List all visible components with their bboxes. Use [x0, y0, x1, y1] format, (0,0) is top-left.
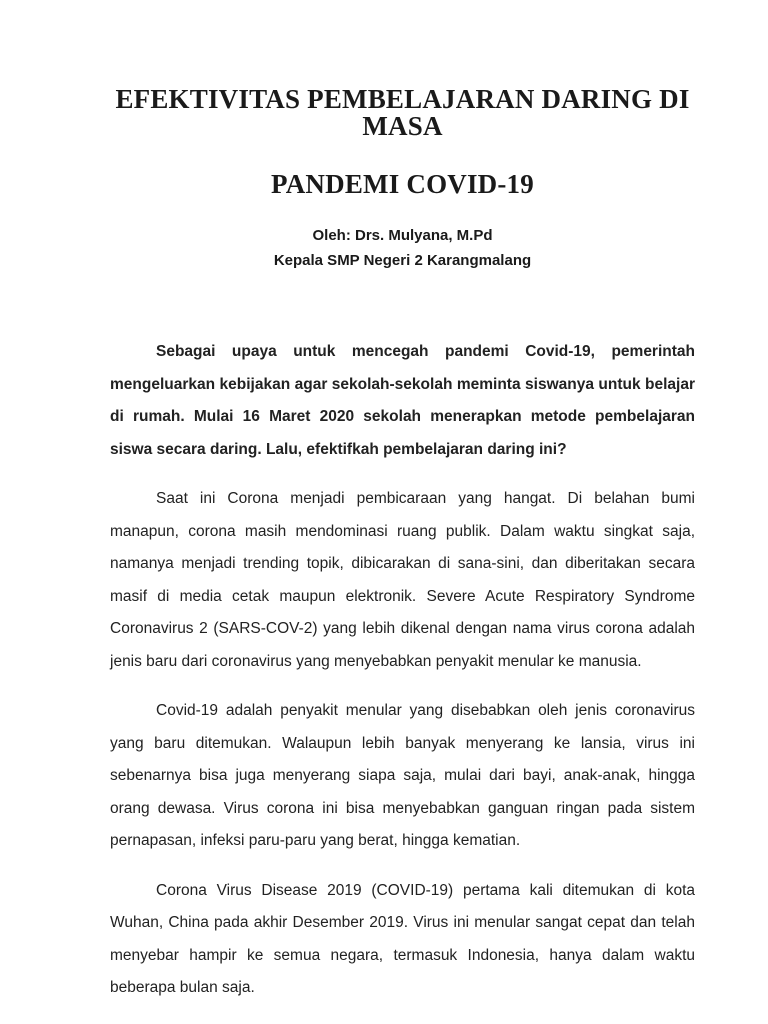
author-byline: Oleh: Drs. Mulyana, M.Pd [312, 227, 493, 244]
author-role-byline: Kepala SMP Negeri 2 Karangmalang [273, 251, 532, 269]
paragraph-covid-description: Covid-19 adalah penyakit menular yang disebabkan oleh jenis coronavirus yang baru ditemukan. Walaupun lebih banyak menyerang ke lansia, virus ini sebenarnya bisa juga menyerang siapa saja, mulai dari bayi, anak-anak, hingga orang dewasa. Virus corona ini bisa menyebabkan ganguan ringan pada sistem pernapasan, infeksi paru-paru yang berat, hingga kematian. [110, 702, 695, 849]
paragraph-covid-origin: Corona Virus Disease 2019 (COVID-19) pertama kali ditemukan di kota Wuhan, China pada akhir Desember 2019. Virus ini menular sangat cepat dan telah menyebar hampir ke semua negara, termasuk Indonesia, hanya dalam waktu beberapa bulan saja. [110, 881, 695, 996]
document-content [0, 86, 768, 1005]
paragraph-corona-intro: Saat ini Corona menjadi pembicaraan yang hangat. Di belahan bumi manapun, corona masih mendominasi ruang publik. Dalam waktu singkat saja, namanya menjadi trending topik, dibicarakan di sana-sini, dan diberitakan secara masif di media cetak maupun elektronik. Severe Acute Respiratory Syndrome Coronavirus 2 (SARS-COV-2) yang lebih dikenal dengan nama virus corona adalah jenis baru dari coronavirus yang menyebabkan penyakit menular ke manusia. [110, 490, 695, 670]
document-title-line-2: PANDEMI COVID-19 [271, 169, 534, 199]
paragraph-lead: Sebagai upaya untuk mencegah pandemi Covid-19, pemerintah mengeluarkan kebijakan agar sekolah-sekolah meminta siswanya untuk belajar di rumah. Mulai 16 Maret 2020 sekolah menerapkan metode pembelajaran siswa secara daring. Lalu, efektifkah pembelajaran daring ini? [110, 343, 695, 458]
document-title-line-1: EFEKTIVITAS PEMBELAJARAN DARING DI MASA [115, 84, 690, 141]
article-body [110, 336, 695, 1005]
